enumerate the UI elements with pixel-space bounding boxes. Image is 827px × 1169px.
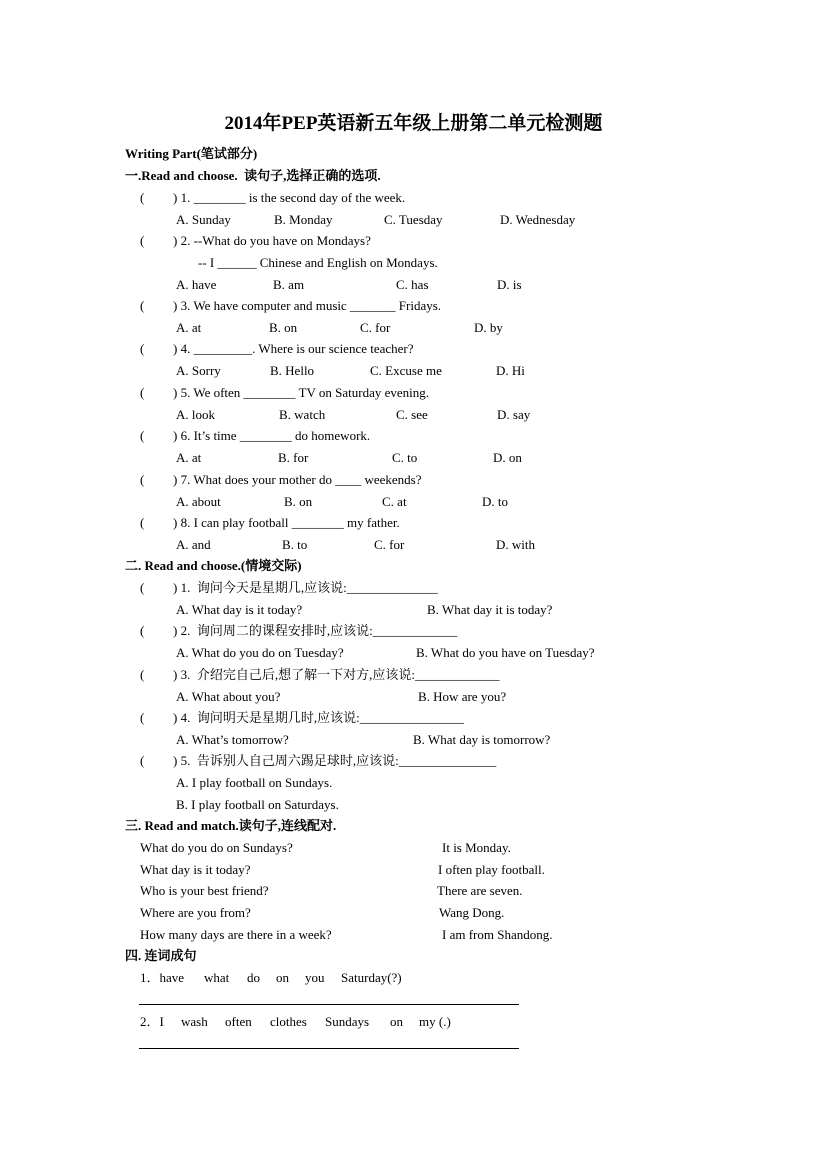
option: A. What do you do on Tuesday?	[176, 645, 344, 660]
question-text: ) 2. 询问周二的课程安排时,应该说:_____________	[173, 623, 458, 638]
match-question: What day is it today?	[140, 862, 251, 877]
question-text: ) 5. We often ________ TV on Saturday evening.	[173, 385, 430, 400]
option: B. on	[269, 320, 298, 335]
answer-paren[interactable]: (	[140, 298, 145, 313]
option: A. and	[176, 537, 211, 552]
answer-paren[interactable]: (	[140, 580, 145, 595]
option: D. Hi	[496, 363, 525, 378]
answer-paren[interactable]: (	[140, 428, 145, 443]
option: B. I play football on Saturdays.	[176, 797, 339, 812]
answer-paren[interactable]: (	[140, 623, 145, 638]
option: D. by	[474, 320, 503, 335]
section-2-heading: 二. Read and choose.(情境交际)	[125, 558, 302, 573]
scrambled-word: Saturday(?)	[341, 970, 402, 985]
question-text: ) 1. ________ is the second day of the week.	[173, 190, 406, 205]
question-text: ) 3. We have computer and music _______ Fridays.	[173, 298, 442, 313]
page-title: 2014年PEP英语新五年级上册第二单元检测题	[224, 113, 603, 134]
option: B. to	[282, 537, 308, 552]
option: B. How are you?	[418, 689, 507, 704]
option: A. Sorry	[176, 363, 221, 378]
scrambled-word: clothes	[270, 1014, 307, 1029]
question-text: ) 3. 介绍完自己后,想了解一下对方,应该说:_____________	[173, 667, 500, 682]
option: B. What day is tomorrow?	[413, 732, 551, 747]
answer-paren[interactable]: (	[140, 190, 145, 205]
option: A. I play football on Sundays.	[176, 775, 333, 790]
question-text: ) 1. 询问今天是星期几,应该说:______________	[173, 580, 438, 595]
scrambled-word: do	[247, 970, 260, 985]
scrambled-word: often	[225, 1014, 252, 1029]
option: A. Sunday	[176, 212, 231, 227]
option: D. is	[497, 277, 522, 292]
option: C. has	[396, 277, 429, 292]
section-3-heading: 三. Read and match.读句子,连线配对.	[125, 818, 337, 833]
answer-paren[interactable]: (	[140, 753, 145, 768]
match-answer: It is Monday.	[442, 840, 511, 855]
option: C. for	[374, 537, 405, 552]
option: D. to	[482, 494, 508, 509]
answer-paren[interactable]: (	[140, 341, 145, 356]
scrambled-word: 2．I	[140, 1014, 164, 1029]
option: B. What do you have on Tuesday?	[416, 645, 595, 660]
match-answer: I am from Shandong.	[442, 927, 553, 942]
option: B. for	[278, 450, 309, 465]
option: D. with	[496, 537, 535, 552]
match-answer: I often play football.	[438, 862, 545, 877]
writing-part-label: Writing Part(笔试部分)	[125, 146, 258, 161]
question-text: ) 4. 询问明天是星期几时,应该说:________________	[173, 710, 464, 725]
option: B. What day it is today?	[427, 602, 553, 617]
question-text: ) 6. It’s time ________ do homework.	[173, 428, 371, 443]
option: D. on	[493, 450, 522, 465]
scrambled-word: Sundays	[325, 1014, 370, 1029]
match-question: What do you do on Sundays?	[140, 840, 293, 855]
option: D. Wednesday	[500, 212, 576, 227]
scrambled-word: my (.)	[419, 1014, 451, 1029]
match-question: Who is your best friend?	[140, 883, 269, 898]
option: A. What day is it today?	[176, 602, 303, 617]
scrambled-word: you	[305, 970, 325, 985]
answer-paren[interactable]: (	[140, 710, 145, 725]
option: A. What’s tomorrow?	[176, 732, 289, 747]
option: A. have	[176, 277, 217, 292]
answer-paren[interactable]: (	[140, 385, 145, 400]
scrambled-word: what	[204, 970, 230, 985]
match-question: Where are you from?	[140, 905, 251, 920]
match-answer: There are seven.	[437, 883, 523, 898]
match-question: How many days are there in a week?	[140, 927, 332, 942]
scrambled-word: wash	[181, 1014, 208, 1029]
option: A. at	[176, 320, 202, 335]
question-text: ) 5. 告诉别人自己周六踢足球时,应该说:_______________	[173, 753, 497, 768]
scrambled-word: on	[390, 1014, 403, 1029]
question-text: ) 7. What does your mother do ____ weekends?	[173, 472, 422, 487]
match-answer: Wang Dong.	[439, 905, 505, 920]
answer-paren[interactable]: (	[140, 472, 145, 487]
option: B. am	[273, 277, 305, 292]
option: C. at	[382, 494, 407, 509]
section-1-heading: 一.Read and choose. 读句子,选择正确的选项.	[125, 168, 381, 183]
option: A. look	[176, 407, 215, 422]
question-text: ) 8. I can play football ________ my father.	[173, 515, 400, 530]
question-text: ) 2. --What do you have on Mondays?	[173, 233, 371, 248]
option: C. to	[392, 450, 418, 465]
answer-line[interactable]	[139, 1004, 519, 1005]
option: A. What about you?	[176, 689, 281, 704]
option: B. Hello	[270, 363, 315, 378]
answer-paren[interactable]: (	[140, 233, 145, 248]
question-text-line2: -- I ______ Chinese and English on Mondays.	[198, 255, 438, 270]
scrambled-word: 1．have	[140, 970, 185, 985]
option: A. about	[176, 494, 221, 509]
answer-line[interactable]	[139, 1048, 519, 1049]
option: C. Tuesday	[384, 212, 443, 227]
option: C. Excuse me	[370, 363, 442, 378]
option: A. at	[176, 450, 202, 465]
option: C. for	[360, 320, 391, 335]
answer-paren[interactable]: (	[140, 515, 145, 530]
question-text: ) 4. _________. Where is our science teacher?	[173, 341, 414, 356]
option: D. say	[497, 407, 531, 422]
option: B. Monday	[274, 212, 333, 227]
option: B. watch	[279, 407, 326, 422]
option: B. on	[284, 494, 313, 509]
answer-paren[interactable]: (	[140, 667, 145, 682]
scrambled-word: on	[276, 970, 289, 985]
section-4-heading: 四. 连词成句	[125, 948, 197, 963]
option: C. see	[396, 407, 428, 422]
